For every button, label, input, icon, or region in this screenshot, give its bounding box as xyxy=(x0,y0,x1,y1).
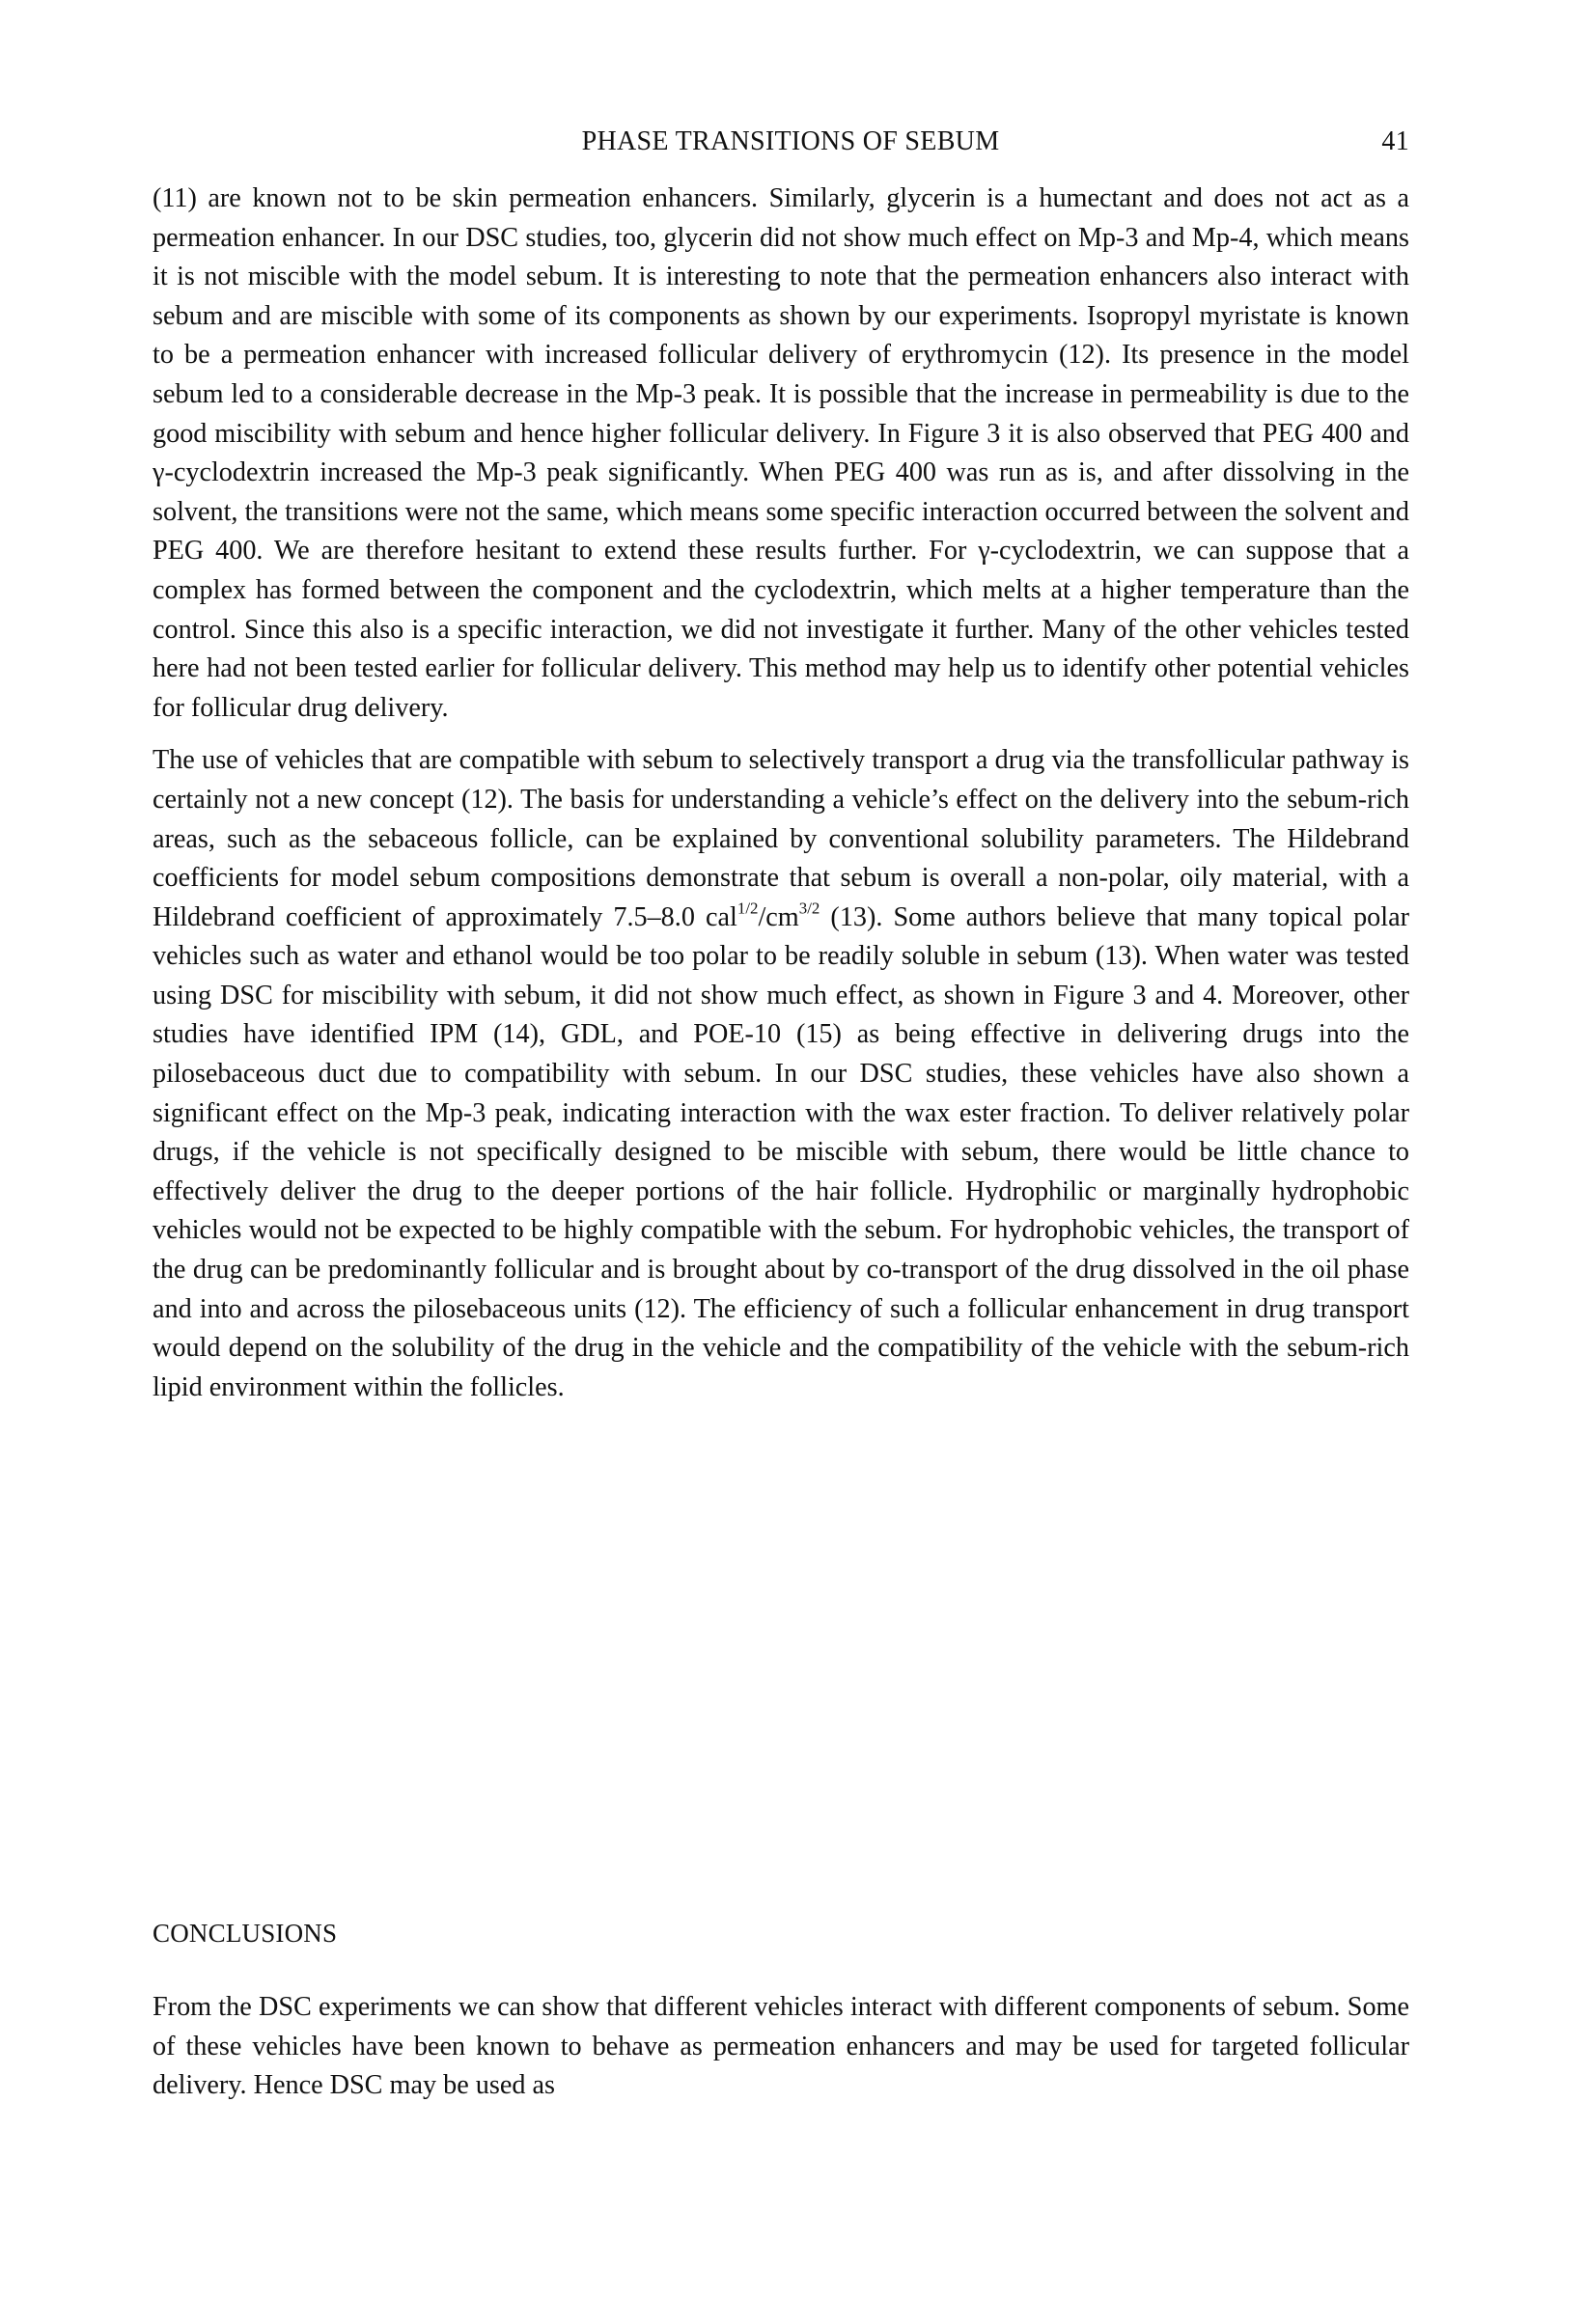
paragraph-hildebrand-solubility xyxy=(153,741,1409,1407)
running-title: PHASE TRANSITIONS OF SEBUM xyxy=(581,126,1000,156)
paragraph-text-before-units: The use of vehicles that are compatible with sebum to selectively transport a drug via the transfollicular pathway is certainly not a new concept (12). The basis for understanding a vehicle’s effect on the delivery into the sebum-rich areas, such as the sebaceous follicle, can be explained by conventional solubility parameters. The Hildebrand coefficients for model sebum compositions demonstrate that sebum is overall a non-polar, oily material, with a Hildebrand coefficient of approximately 7.5–8.0 cal xyxy=(153,745,1409,932)
unit-exponent-cal: 1/2 xyxy=(736,899,759,917)
discussion-body xyxy=(153,180,1409,1407)
section-heading-conclusions: CONCLUSIONS xyxy=(153,1919,338,1948)
paragraph-text-after-units: (13). Some authors believe that many topical polar vehicles such as water and ethanol would be too polar to be readily soluble in sebum (13). When water was tested using DSC for miscibility with sebum, it did not show much effect, as shown in Figure 3 and 4. Moreover, other studies have identified IPM (14), GDL, and POE-10 (15) as being effective in delivering drugs into the pilosebaceous duct due to compatibility with sebum. In our DSC studies, these vehicles have also shown a significant effect on the Mp-3 peak, indicating interaction with the wax ester fraction. To deliver relatively polar drugs, if the vehicle is not specifically designed to be miscible with sebum, there would be little chance to effectively deliver the drug to the deeper portions of the hair follicle. Hydrophilic or marginally hydrophobic vehicles would not be expected to be highly compatible with the sebum. For hydrophobic vehicles, the transport of the drug can be predominantly follicular and is brought about by co-transport of the drug dissolved in the oil phase and into and across the pilosebaceous units (12). The efficiency of such a follicular enhancement in drug transport would depend on the solubility of the drug in the vehicle and the compatibility of the vehicle with the sebum-rich lipid environment within the follicles. xyxy=(153,901,1410,1402)
conclusions-paragraph: From the DSC experiments we can show that different vehicles interact with different components of sebum. Some of these vehicles have been known to behave as permeation enhancers and may be used for targeted follicular delivery. Hence DSC may be used as xyxy=(153,1992,1409,2101)
unit-cm: /cm xyxy=(758,901,799,932)
unit-exponent-cm: 3/2 xyxy=(798,899,820,917)
paragraph-vehicle-miscibility: (11) are known not to be skin permeation enhancers. Similarly, glycerin is a humectant and does not act as a permeation enhancer. In our DSC studies, too, glycerin did not show much effect on Mp-3 and Mp-4, which means it is not miscible with the model sebum. It is interesting to note that the permeation enhancers also interact with sebum and are miscible with some of its components as shown by our experiments. Isopropyl myristate is known to be a permeation enhancer with increased follicular delivery of erythromycin (12). Its presence in the model sebum led to a considerable decrease in the Mp-3 peak. It is possible that the increase in permeability is due to the good miscibility with sebum and hence higher follicular delivery. In Figure 3 it is also observed that PEG 400 and γ-cyclodextrin increased the Mp-3 peak significantly. When PEG 400 was run as is, and after dissolving in the solvent, the transitions were not the same, which means some specific interaction occurred between the solvent and PEG 400. We are therefore hesitant to extend these results further. For γ-cyclodextrin, we can suppose that a complex has formed between the component and the cyclodextrin, which melts at a higher temperature than the control. Since this also is a specific interaction, we did not investigate it further. Many of the other vehicles tested here had not been tested earlier for follicular delivery. This method may help us to identify other potential vehicles for follicular drug delivery. xyxy=(153,183,1409,723)
page-number: 41 xyxy=(1381,126,1409,156)
running-header xyxy=(153,126,1409,165)
